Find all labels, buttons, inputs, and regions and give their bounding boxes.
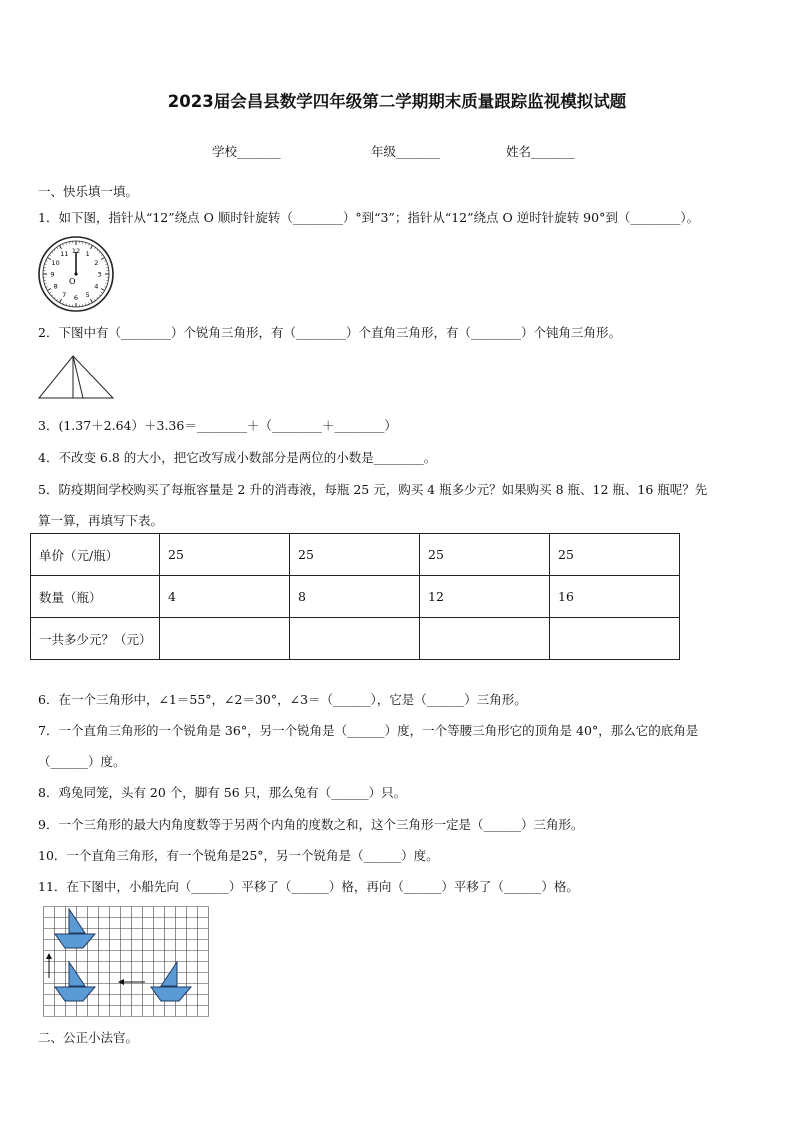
- question-4: 4．不改变 6.8 的大小，把它改写成小数部分是两位的小数是________。: [38, 450, 437, 465]
- clock-number: 7: [62, 290, 67, 299]
- question-3: 3．(1.37＋2.64）＋3.36＝________＋（________＋________）: [38, 418, 397, 433]
- question-6: 6．在一个三角形中，∠1＝55°，∠2＝30°，∠3＝（______），它是（______）三角形。: [38, 692, 527, 707]
- clock-figure: [36, 234, 116, 314]
- table-row: [31, 576, 680, 618]
- table-cell: 12: [420, 576, 550, 618]
- clock-number: 12: [71, 247, 81, 255]
- clock-number: 8: [53, 282, 58, 291]
- clock-center-label: O: [69, 277, 76, 286]
- answer-cell[interactable]: [160, 618, 290, 660]
- clock-number: 1: [85, 250, 90, 259]
- question-5-line-1: 5．防疫期间学校购买了每瓶容量是 2 升的消毒液，每瓶 25 元，购买 4 瓶多少元？如果购买 8 瓶、12 瓶、16 瓶呢？先: [38, 482, 708, 497]
- section-1-heading: 一、快乐填一填。: [38, 184, 139, 199]
- section-2-heading: 二、公正小法官。: [38, 1030, 139, 1045]
- clock-number: 3: [97, 270, 102, 279]
- table-row: [31, 534, 680, 576]
- answer-cell[interactable]: [420, 618, 550, 660]
- table-cell: 25: [550, 534, 680, 576]
- table-cell: 一共多少元？（元）: [31, 618, 160, 660]
- page-title: 2023届会昌县数学四年级第二学期期末质量跟踪监视模拟试题: [167, 92, 627, 111]
- grade-field[interactable]: 年级_______: [371, 144, 440, 159]
- question-7-line-1: 7．一个直角三角形的一个锐角是 36°，另一个锐角是（______）度，一个等腰三角形它的顶角是 40°，那么它的底角是: [38, 723, 699, 738]
- inner-line: [73, 356, 83, 398]
- table-cell: 25: [160, 534, 290, 576]
- table-cell: 25: [420, 534, 550, 576]
- question-2: 2．下图中有（________）个锐角三角形，有（________）个直角三角形，有（________）个钝角三角形。: [38, 325, 621, 340]
- table-cell: 8: [290, 576, 420, 618]
- answer-cell[interactable]: [290, 618, 420, 660]
- question-11: 11．在下图中，小船先向（______）平移了（______）格，再向（______）平移了（______）格。: [38, 879, 579, 894]
- question-5-line-2: 算一算，再填写下表。: [38, 513, 164, 528]
- up-arrow-icon: [46, 953, 52, 978]
- clock-number: 9: [50, 270, 55, 279]
- triangle-figure: [37, 354, 115, 400]
- name-field[interactable]: 姓名_______: [506, 144, 575, 159]
- answer-cell[interactable]: [550, 618, 680, 660]
- question-8: 8．鸡兔同笼，头有 20 个，脚有 56 只，那么兔有（______）只。: [38, 785, 407, 800]
- question-9: 9．一个三角形的最大内角度数等于另两个内角的度数之和，这个三角形一定是（______）三角形。: [38, 817, 584, 832]
- table-row: [31, 618, 680, 660]
- clock-number: 10: [51, 258, 60, 267]
- boat-shape: [151, 962, 191, 1001]
- price-table: [30, 533, 680, 660]
- boat-shape: [55, 962, 95, 1001]
- clock-number: 6: [73, 294, 79, 302]
- table-cell: 25: [290, 534, 420, 576]
- clock-center-dot: [74, 272, 77, 275]
- school-field[interactable]: 学校_______: [212, 144, 281, 159]
- clock-number: 11: [60, 250, 69, 259]
- clock-number: 4: [94, 282, 99, 291]
- clock-number: 5: [85, 290, 90, 299]
- question-7-line-2: （______）度。: [38, 754, 126, 769]
- boat-grid-figure: [43, 906, 211, 1018]
- table-cell: 单价（元/瓶）: [31, 534, 160, 576]
- outer-triangle: [39, 356, 113, 398]
- table-cell: 16: [550, 576, 680, 618]
- clock-number: 2: [94, 258, 99, 267]
- table-cell: 数量（瓶）: [31, 576, 160, 618]
- table-cell: 4: [160, 576, 290, 618]
- question-1: 1．如下图，指针从“12”绕点 O 顺时针旋转（________）°到“3”；指针从“12”绕点 O 逆时针旋转 90°到（________）。: [38, 210, 700, 225]
- question-10: 10．一个直角三角形，有一个锐角是25°，另一个锐角是（______）度。: [38, 848, 439, 863]
